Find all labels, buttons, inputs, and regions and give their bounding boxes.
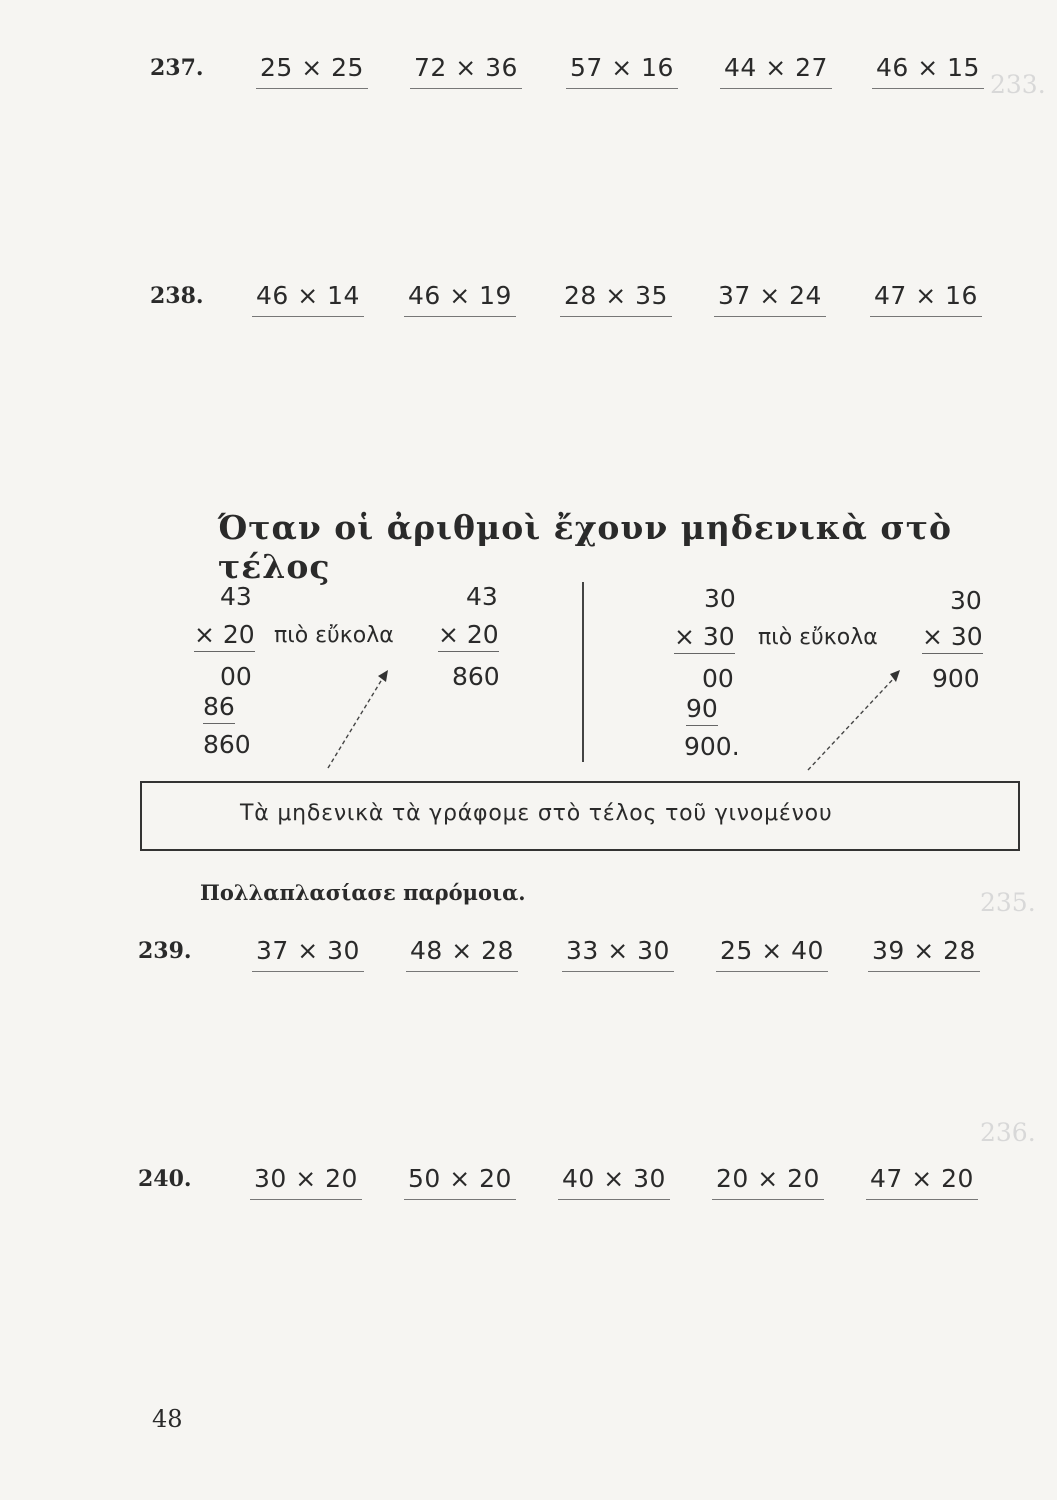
- multiplier: × 30: [674, 622, 735, 654]
- multiplication-problem: 72 × 36: [410, 53, 522, 89]
- multiplication-problem: 46 × 19: [404, 281, 516, 317]
- multiplication-problem: 39 × 28: [868, 936, 980, 972]
- arrow-icon: [378, 670, 388, 682]
- bleed-through-ghost: 236.: [980, 1118, 1036, 1147]
- exercise-row: [0, 938, 1057, 978]
- multiplication-problem: 40 × 30: [558, 1164, 670, 1200]
- multiplication-problem: 50 × 20: [404, 1164, 516, 1200]
- easier-label: πιὸ εὔκολα: [274, 623, 394, 648]
- instruction: Πολλαπλασίασε παρόμοια.: [200, 880, 526, 905]
- partial-product: 00: [220, 662, 252, 691]
- multiplication-problem: 46 × 14: [252, 281, 364, 317]
- exercise-row: [0, 1166, 1057, 1206]
- multiplication-problem: 48 × 28: [406, 936, 518, 972]
- section-heading: Όταν οἱ ἀριθμοὶ ἔχουν μηδενικὰ στὸ τέλος: [218, 508, 952, 586]
- multiplication-problem: 37 × 30: [252, 936, 364, 972]
- multiplicand: 30: [704, 584, 736, 613]
- multiplication-problem: 33 × 30: [562, 936, 674, 972]
- multiplication-problem: 25 × 40: [716, 936, 828, 972]
- multiplicand: 30: [950, 586, 982, 615]
- partial-product: 90: [686, 694, 718, 726]
- rule-text: Τὰ μηδενικὰ τὰ γράφομε στὸ τέλος τοῦ γινομένου: [240, 801, 833, 826]
- exercise-number: 240.: [138, 1166, 192, 1192]
- multiplication-problem: 57 × 16: [566, 53, 678, 89]
- arrow-icon: [328, 676, 384, 768]
- multiplication-problem: 46 × 15: [872, 53, 984, 89]
- easier-label: πιὸ εὔκολα: [758, 625, 878, 650]
- multiplier: × 20: [194, 620, 255, 652]
- multiplication-problem: 37 × 24: [714, 281, 826, 317]
- arrow-icon: [808, 676, 896, 770]
- product: 860: [203, 730, 251, 759]
- multiplication-problem: 28 × 35: [560, 281, 672, 317]
- multiplication-problem: 30 × 20: [250, 1164, 362, 1200]
- multiplicand: 43: [220, 582, 252, 611]
- partial-product: 00: [702, 664, 734, 693]
- product: 900: [932, 664, 980, 693]
- exercise-number: 237.: [150, 55, 204, 81]
- page-number: 48: [152, 1405, 183, 1433]
- multiplication-problem: 25 × 25: [256, 53, 368, 89]
- multiplication-problem: 47 × 16: [870, 281, 982, 317]
- multiplier: × 30: [922, 622, 983, 654]
- bleed-through-ghost: 233.: [990, 70, 1046, 99]
- product: 860: [452, 662, 500, 691]
- exercise-number: 238.: [150, 283, 204, 309]
- exercise-number: 239.: [138, 938, 192, 964]
- product: 900.: [684, 732, 740, 761]
- partial-product: 86: [203, 692, 235, 724]
- rule-box: [140, 781, 1020, 851]
- multiplicand: 43: [466, 582, 498, 611]
- bleed-through-ghost: 235.: [980, 888, 1036, 917]
- multiplication-problem: 47 × 20: [866, 1164, 978, 1200]
- multiplication-problem: 44 × 27: [720, 53, 832, 89]
- multiplier: × 20: [438, 620, 499, 652]
- multiplication-problem: 20 × 20: [712, 1164, 824, 1200]
